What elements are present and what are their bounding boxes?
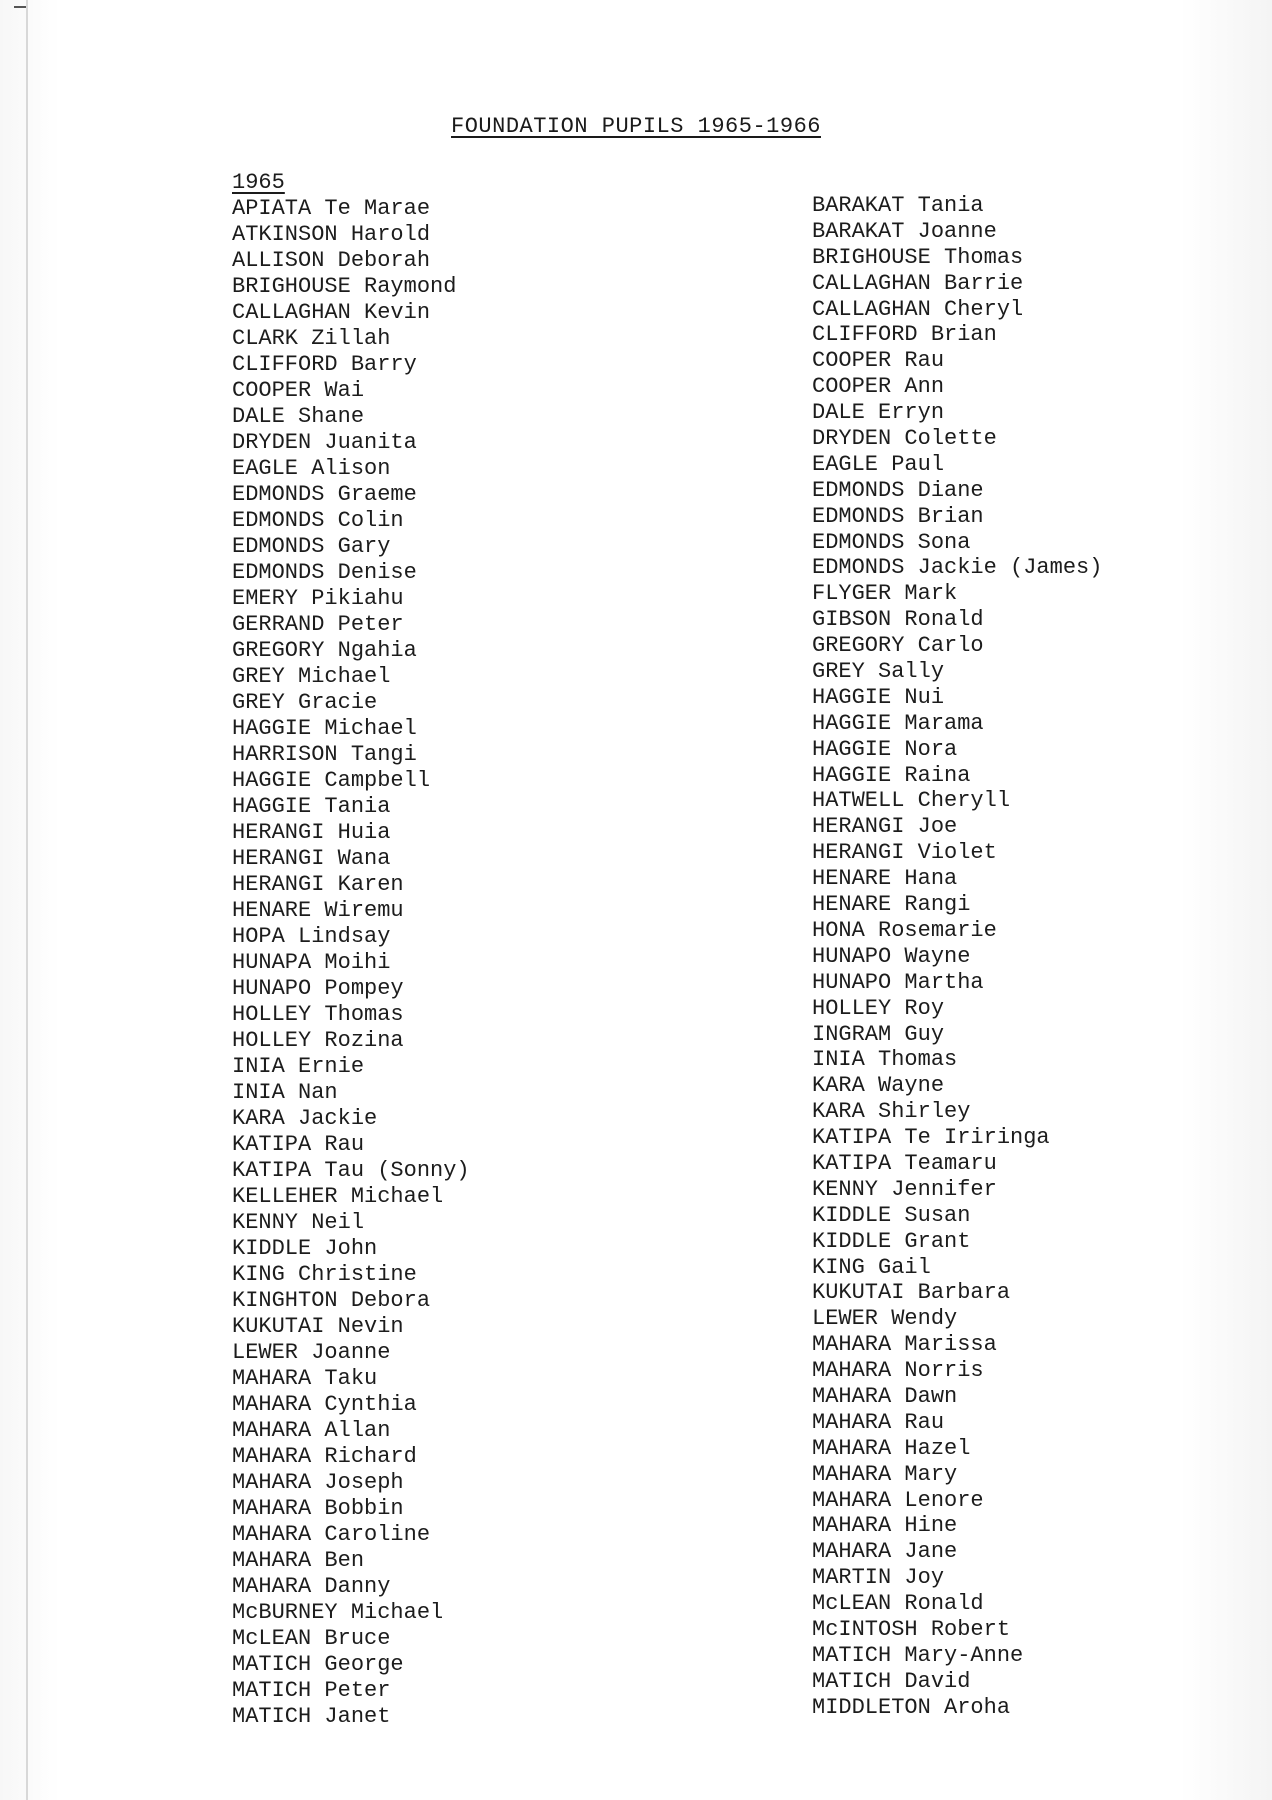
- pupil-name: MAHARA Cynthia: [232, 1392, 417, 1417]
- pupil-name: ATKINSON Harold: [232, 222, 431, 247]
- pupil-name: MATICH Mary-Anne: [812, 1642, 1024, 1668]
- pupil-name: EDMONDS Diane: [812, 477, 984, 503]
- pupil-name: KARA Shirley: [812, 1099, 971, 1125]
- pupil-name: MARTIN Joy: [812, 1565, 945, 1591]
- pupil-name: MAHARA Mary: [812, 1461, 958, 1487]
- pupil-name: KUKUTAI Barbara: [812, 1280, 1011, 1306]
- pupil-name: HUNAPO Martha: [812, 969, 984, 995]
- year-heading: 1965: [232, 170, 285, 195]
- pupil-name: McINTOSH Robert: [812, 1616, 1011, 1642]
- pupil-name: GREY Gracie: [232, 690, 378, 715]
- pupil-name: HOLLEY Rozina: [232, 1028, 404, 1053]
- left-name-list: [232, 196, 712, 1730]
- pupil-name: MAHARA Caroline: [232, 1522, 431, 1547]
- pupil-name: HERANGI Karen: [232, 872, 404, 897]
- document-title: [0, 114, 1272, 139]
- pupil-name: McLEAN Ronald: [812, 1591, 984, 1617]
- pupil-name: HOPA Lindsay: [232, 924, 391, 949]
- pupil-name: HUNAPO Wayne: [812, 943, 971, 969]
- pupil-name: EMERY Pikiahu: [232, 586, 404, 611]
- pupil-name: FLYGER Mark: [812, 581, 958, 607]
- pupil-name: ALLISON Deborah: [232, 248, 431, 273]
- pupil-name: McLEAN Bruce: [232, 1626, 391, 1651]
- pupil-name: HAGGIE Nui: [812, 684, 945, 710]
- pupil-name: HENARE Wiremu: [232, 898, 404, 923]
- pupil-name: KATIPA Tau (Sonny): [232, 1158, 470, 1183]
- pupil-name: MAHARA Jane: [812, 1539, 958, 1565]
- pupil-name: KIDDLE Grant: [812, 1228, 971, 1254]
- corner-mark: [14, 6, 26, 8]
- pupil-name: CALLAGHAN Cheryl: [812, 296, 1024, 322]
- pupil-name: CLIFFORD Barry: [232, 352, 417, 377]
- pupil-name: MATICH David: [812, 1668, 971, 1694]
- pupil-name: COOPER Wai: [232, 378, 365, 403]
- pupil-name: INGRAM Guy: [812, 1021, 945, 1047]
- pupil-name: HUNAPA Moihi: [232, 950, 391, 975]
- pupil-name: MATICH Peter: [232, 1678, 391, 1703]
- pupil-name: EDMONDS Denise: [232, 560, 417, 585]
- pupil-name: HAGGIE Tania: [232, 794, 391, 819]
- pupil-name: MAHARA Allan: [232, 1418, 391, 1443]
- pupil-name: HERANGI Wana: [232, 846, 391, 871]
- pupil-name: HAGGIE Marama: [812, 710, 984, 736]
- pupil-name: BRIGHOUSE Thomas: [812, 244, 1024, 270]
- pupil-name: MAHARA Norris: [812, 1358, 984, 1384]
- pupil-name: CALLAGHAN Kevin: [232, 300, 431, 325]
- pupil-name: HAGGIE Nora: [812, 736, 958, 762]
- pupil-name: MAHARA Marissa: [812, 1332, 997, 1358]
- pupil-name: MAHARA Bobbin: [232, 1496, 404, 1521]
- pupil-name: GREGORY Carlo: [812, 633, 984, 659]
- pupil-name: EDMONDS Brian: [812, 503, 984, 529]
- pupil-name: KING Gail: [812, 1254, 931, 1280]
- pupil-name: KENNY Neil: [232, 1210, 365, 1235]
- pupil-name: LEWER Joanne: [232, 1340, 391, 1365]
- pupil-name: HATWELL Cheryll: [812, 788, 1011, 814]
- pupil-name: MAHARA Hazel: [812, 1435, 971, 1461]
- pupil-name: KIDDLE Susan: [812, 1202, 971, 1228]
- pupil-name: CLIFFORD Brian: [812, 322, 997, 348]
- pupil-name: KING Christine: [232, 1262, 417, 1287]
- left-column: [232, 170, 712, 1730]
- pupil-name: DALE Erryn: [812, 400, 945, 426]
- pupil-name: MIDDLETON Aroha: [812, 1694, 1011, 1720]
- pupil-name: MAHARA Richard: [232, 1444, 417, 1469]
- pupil-name: MAHARA Hine: [812, 1513, 958, 1539]
- pupil-name: EDMONDS Jackie (James): [812, 555, 1103, 581]
- right-column: [812, 193, 1252, 1721]
- pupil-name: EAGLE Alison: [232, 456, 391, 481]
- pupil-name: KARA Wayne: [812, 1073, 945, 1099]
- pupil-name: COOPER Ann: [812, 374, 945, 400]
- pupil-name: HAGGIE Campbell: [232, 768, 431, 793]
- pupil-name: MAHARA Lenore: [812, 1487, 984, 1513]
- pupil-name: KELLEHER Michael: [232, 1184, 444, 1209]
- pupil-name: DALE Shane: [232, 404, 365, 429]
- pupil-name: DRYDEN Colette: [812, 426, 997, 452]
- pupil-name: GIBSON Ronald: [812, 607, 984, 633]
- pupil-name: COOPER Rau: [812, 348, 945, 374]
- pupil-name: HENARE Hana: [812, 866, 958, 892]
- pupil-name: CLARK Zillah: [232, 326, 391, 351]
- pupil-name: KENNY Jennifer: [812, 1176, 997, 1202]
- pupil-name: McBURNEY Michael: [232, 1600, 444, 1625]
- pupil-name: HUNAPO Pompey: [232, 976, 404, 1001]
- pupil-name: INIA Ernie: [232, 1054, 365, 1079]
- page-edge-line: [26, 0, 28, 1800]
- pupil-name: GREY Michael: [232, 664, 391, 689]
- pupil-name: KARA Jackie: [232, 1106, 378, 1131]
- pupil-name: INIA Nan: [232, 1080, 338, 1105]
- right-name-list: [812, 193, 1252, 1721]
- pupil-name: BRIGHOUSE Raymond: [232, 274, 457, 299]
- pupil-name: HARRISON Tangi: [232, 742, 417, 767]
- pupil-name: MAHARA Dawn: [812, 1383, 958, 1409]
- pupil-name: MAHARA Rau: [812, 1409, 945, 1435]
- pupil-name: HAGGIE Michael: [232, 716, 417, 741]
- pupil-name: MAHARA Taku: [232, 1366, 378, 1391]
- pupil-name: MATICH George: [232, 1652, 404, 1677]
- pupil-name: HENARE Rangi: [812, 892, 971, 918]
- pupil-name: EDMONDS Gary: [232, 534, 391, 559]
- pupil-name: KIDDLE John: [232, 1236, 378, 1261]
- pupil-name: GERRAND Peter: [232, 612, 404, 637]
- pupil-name: HONA Rosemarie: [812, 917, 997, 943]
- pupil-name: EDMONDS Sona: [812, 529, 971, 555]
- pupil-name: BARAKAT Tania: [812, 193, 984, 218]
- pupil-name: EDMONDS Colin: [232, 508, 404, 533]
- pupil-name: CALLAGHAN Barrie: [812, 270, 1024, 296]
- document-title-text: FOUNDATION PUPILS 1965-1966: [451, 114, 821, 139]
- pupil-name: KATIPA Te Iriringa: [812, 1125, 1050, 1151]
- pupil-name: MATICH Janet: [232, 1704, 391, 1729]
- pupil-name: INIA Thomas: [812, 1047, 958, 1073]
- pupil-name: HAGGIE Raina: [812, 762, 971, 788]
- pupil-name: LEWER Wendy: [812, 1306, 958, 1332]
- pupil-name: HERANGI Huia: [232, 820, 391, 845]
- pupil-name: DRYDEN Juanita: [232, 430, 417, 455]
- pupil-name: HOLLEY Roy: [812, 995, 945, 1021]
- pupil-name: EAGLE Paul: [812, 451, 945, 477]
- pupil-name: MAHARA Ben: [232, 1548, 365, 1573]
- pupil-name: HERANGI Joe: [812, 814, 958, 840]
- pupil-name: EDMONDS Graeme: [232, 482, 417, 507]
- pupil-name: KINGHTON Debora: [232, 1288, 431, 1313]
- pupil-name: GREGORY Ngahia: [232, 638, 417, 663]
- pupil-name: HOLLEY Thomas: [232, 1002, 404, 1027]
- pupil-name: MAHARA Joseph: [232, 1470, 404, 1495]
- pupil-name: KATIPA Teamaru: [812, 1150, 997, 1176]
- pupil-name: BARAKAT Joanne: [812, 218, 997, 244]
- pupil-name: HERANGI Violet: [812, 840, 997, 866]
- pupil-name: GREY Sally: [812, 659, 945, 685]
- pupil-name: MAHARA Danny: [232, 1574, 391, 1599]
- pupil-name: APIATA Te Marae: [232, 196, 431, 221]
- pupil-name: KUKUTAI Nevin: [232, 1314, 404, 1339]
- pupil-name: KATIPA Rau: [232, 1132, 365, 1157]
